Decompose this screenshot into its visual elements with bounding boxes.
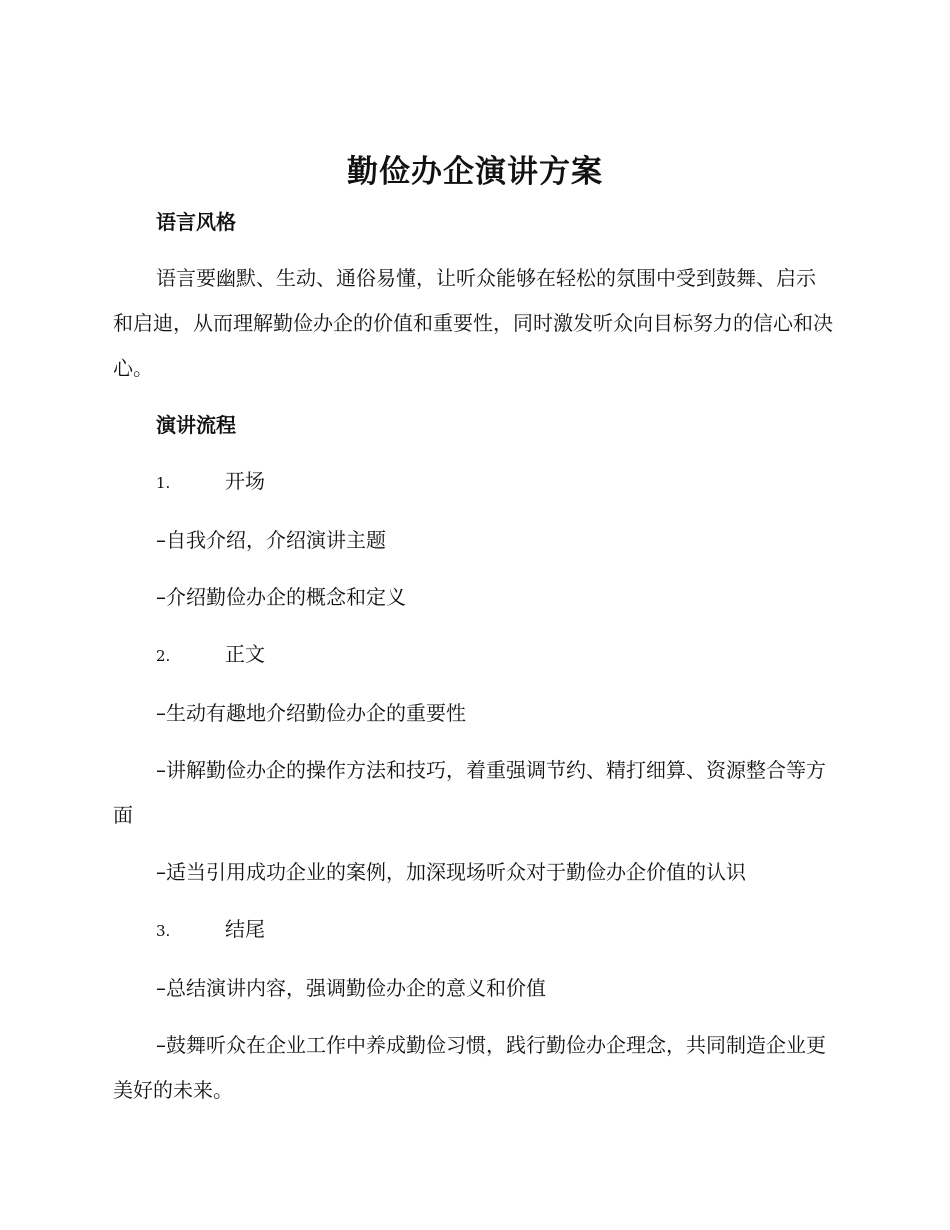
document-body [113,200,833,1113]
item-number: 3. [156,922,171,940]
item-number: 2. [156,647,171,665]
section-speech-flow [113,403,833,1113]
numbered-item [113,459,833,506]
document-title: 勤俭办企演讲方案 [347,154,603,190]
numbered-item [113,632,833,679]
bullet-point: –介绍勤俭办企的概念和定义 [156,585,406,609]
bullet-point: –适当引用成功企业的案例，加深现场听众对于勤俭办企价值的认识 [156,860,746,884]
bullet-point: –鼓舞听众在企业工作中养成勤俭习惯，践行勤俭办企理念，共同制造企业更美好的未来。 [113,1033,826,1102]
bullet-point: –生动有趣地介绍勤俭办企的重要性 [156,701,466,725]
section-heading: 演讲流程 [156,413,236,437]
item-number: 1. [156,474,171,492]
item-label: 结尾 [225,917,265,941]
bullet-point: –讲解勤俭办企的操作方法和技巧，着重强调节约、精打细算、资源整合等方面 [113,758,826,827]
bullet-point: –总结演讲内容，强调勤俭办企的意义和价值 [156,976,546,1000]
item-label: 正文 [225,642,265,666]
list-item-opening [113,459,833,620]
bullet-point: –自我介绍，介绍演讲主题 [156,528,386,552]
numbered-item [113,907,833,954]
section-heading: 语言风格 [156,210,236,234]
item-label: 开场 [225,469,265,493]
section-paragraph: 语言要幽默、生动、通俗易懂，让听众能够在轻松的氛围中受到鼓舞、启示和启迪，从而理解勤俭办企的价值和重要性，同时激发听众向目标努力的信心和决心。 [113,266,833,380]
section-language-style [113,200,833,391]
list-item-closing [113,907,833,1113]
list-item-body [113,632,833,895]
